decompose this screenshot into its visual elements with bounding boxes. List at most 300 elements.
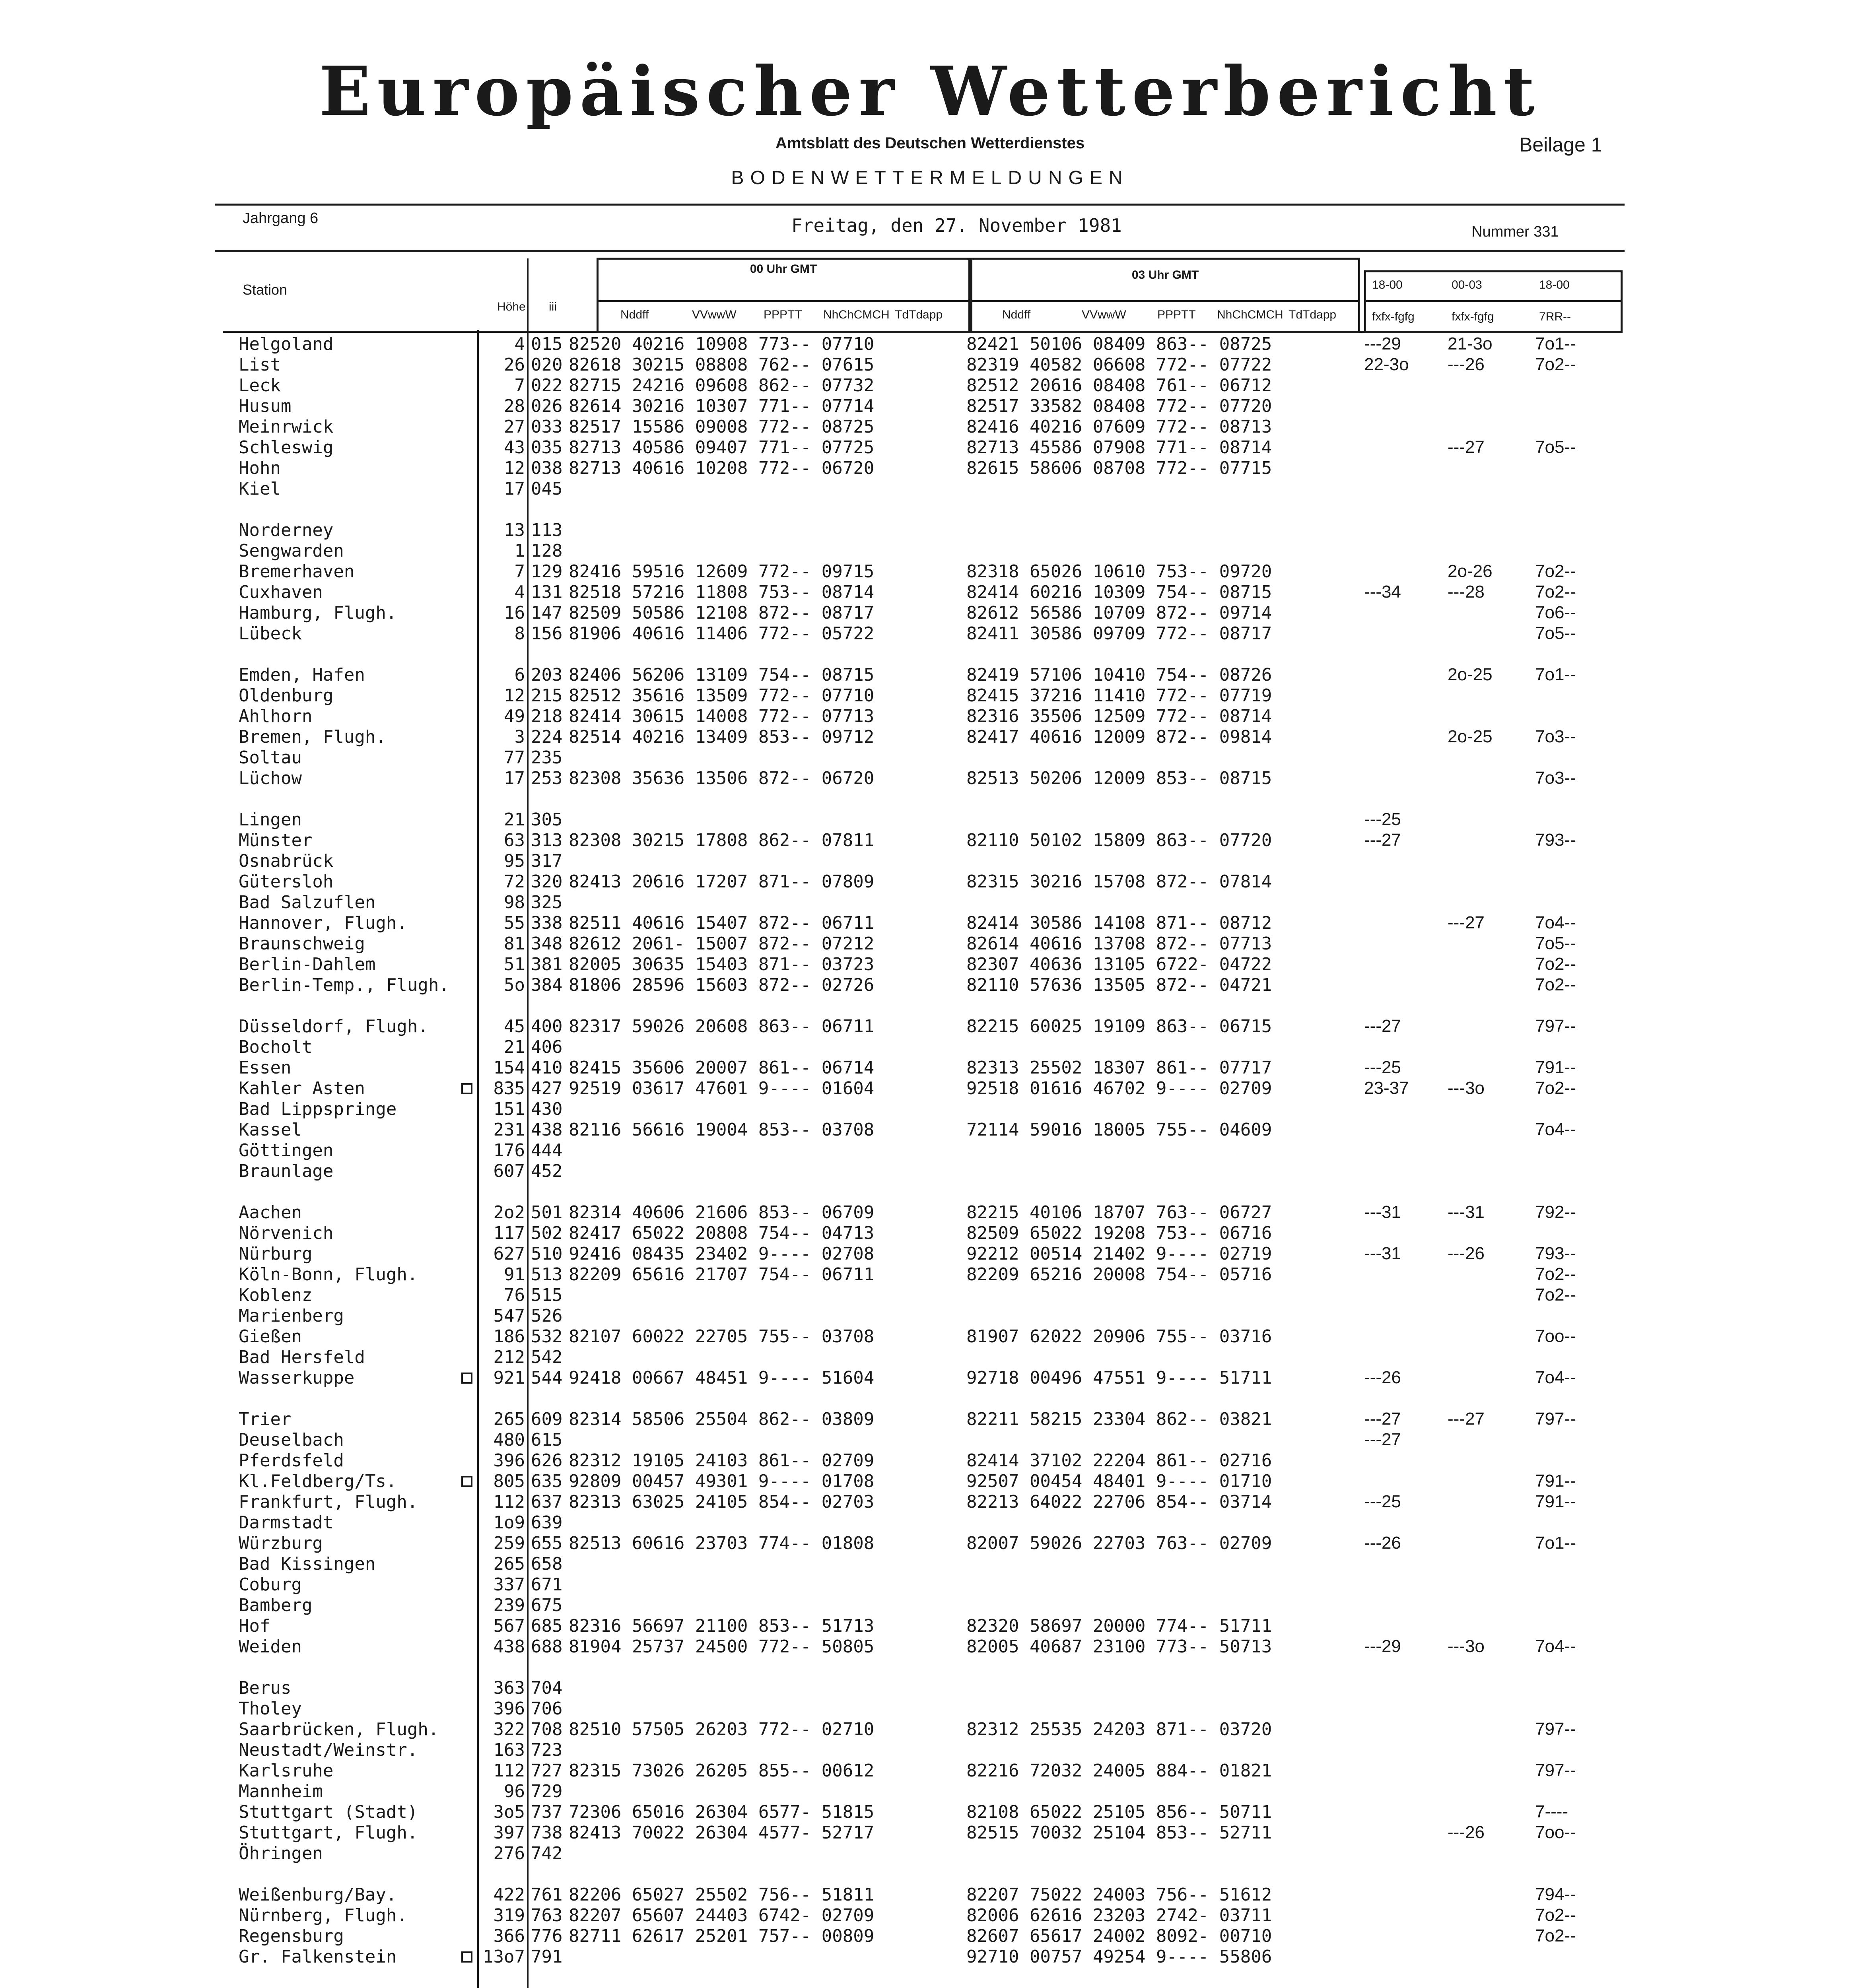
range-7rr: 7o2-- xyxy=(1535,1078,1576,1098)
station-name: Braunlage xyxy=(239,1161,334,1181)
station-name: Köln-Bonn, Flugh. xyxy=(239,1264,418,1285)
station-index: 526 xyxy=(531,1306,563,1326)
obs-03-utc: 92212 00514 21402 9---- 02719 xyxy=(966,1244,1272,1264)
station-height: 13o7 xyxy=(483,1947,525,1967)
station-index: 723 xyxy=(531,1740,563,1760)
station-index: 704 xyxy=(531,1678,563,1698)
station-index: 501 xyxy=(531,1202,563,1223)
station-index: 502 xyxy=(531,1223,563,1243)
station-index: 685 xyxy=(531,1616,563,1636)
obs-00-utc: 82207 65607 24403 6742- 02709 xyxy=(569,1905,875,1926)
station-height: 322 xyxy=(493,1719,525,1740)
station-index: 430 xyxy=(531,1099,563,1119)
station-height: 231 xyxy=(493,1120,525,1140)
range-18-00: ---29 xyxy=(1364,334,1401,353)
beilage-label: Beilage 1 xyxy=(1519,134,1602,156)
station-index: 427 xyxy=(531,1078,563,1099)
station-height: 176 xyxy=(493,1140,525,1161)
range-7rr: 7o4-- xyxy=(1535,1368,1576,1387)
station-name: Kassel xyxy=(239,1120,302,1140)
obs-03-utc: 82419 57106 10410 754-- 08726 xyxy=(966,665,1272,685)
obs-00-utc: 82715 24216 09608 862-- 07732 xyxy=(569,375,875,396)
obs-03-utc: 82110 57636 13505 872-- 04721 xyxy=(966,975,1272,995)
obs-03-utc: 82313 25502 18307 861-- 07717 xyxy=(966,1058,1272,1078)
station-index: 224 xyxy=(531,727,563,747)
right-box-divider xyxy=(1364,300,1623,302)
station-index: 615 xyxy=(531,1430,563,1450)
station-height: 72 xyxy=(504,872,525,892)
range-7rr: 7o2-- xyxy=(1535,954,1576,974)
range-00-03: 2o-26 xyxy=(1448,561,1493,581)
obs-00-utc: 82510 57505 26203 772-- 02710 xyxy=(569,1719,875,1740)
station-height: 4 xyxy=(514,582,525,602)
station-index: 761 xyxy=(531,1885,563,1905)
obs-03-utc: 82614 40616 13708 872-- 07713 xyxy=(966,934,1272,954)
range-7rr: 792-- xyxy=(1535,1202,1576,1222)
station-index: 305 xyxy=(531,810,563,830)
station-name: Pferdsfeld xyxy=(239,1450,344,1471)
obs-03-utc: 82411 30586 09709 772-- 08717 xyxy=(966,623,1272,644)
station-name: Bocholt xyxy=(239,1037,313,1057)
obs-00-utc: 92416 08435 23402 9---- 02708 xyxy=(569,1244,875,1264)
station-index: 313 xyxy=(531,830,563,850)
station-height: 95 xyxy=(504,851,525,871)
range-18-00: ---31 xyxy=(1364,1202,1401,1222)
group03-label: 03 Uhr GMT xyxy=(1131,268,1199,282)
station-height: 2o2 xyxy=(493,1202,525,1223)
obs-03-utc: 82713 45586 07908 771-- 08714 xyxy=(966,437,1272,458)
station-height: 26 xyxy=(504,355,525,375)
station-height: 28 xyxy=(504,396,525,416)
station-name: Bad Kissingen xyxy=(239,1554,376,1574)
station-name: Hannover, Flugh. xyxy=(239,913,407,933)
obs-00-utc: 82005 30635 15403 871-- 03723 xyxy=(569,954,875,975)
station-index: 675 xyxy=(531,1595,563,1615)
obs-03-utc: 82307 40636 13105 6722- 04722 xyxy=(966,954,1272,975)
obs-03-utc: 82207 75022 24003 756-- 51612 xyxy=(966,1885,1272,1905)
station-height: 91 xyxy=(504,1264,525,1285)
range-00-03: ---28 xyxy=(1448,582,1485,602)
station-name: Kahler Asten xyxy=(239,1078,365,1099)
station-name: Husum xyxy=(239,396,292,416)
obs-00-utc: 82314 40606 21606 853-- 06709 xyxy=(569,1202,875,1223)
station-index: 791 xyxy=(531,1947,563,1967)
station-height: 7 xyxy=(514,561,525,582)
obs-00-utc: 92809 00457 49301 9---- 01708 xyxy=(569,1471,875,1491)
obs-00-utc: 82513 60616 23703 774-- 01808 xyxy=(569,1533,875,1553)
subheader-range2-0: fxfx-fgfg xyxy=(1372,310,1415,323)
range-00-03: ---3o xyxy=(1448,1637,1485,1656)
station-index: 156 xyxy=(531,623,563,644)
obs-03-utc: 92718 00496 47551 9---- 51711 xyxy=(966,1368,1272,1388)
obs-00-utc: 82312 19105 24103 861-- 02709 xyxy=(569,1450,875,1471)
range-7rr: 7o2-- xyxy=(1535,1926,1576,1945)
obs-00-utc: 92418 00667 48451 9---- 51604 xyxy=(569,1368,875,1388)
obs-00-utc: 82116 56616 19004 853-- 03708 xyxy=(569,1120,875,1140)
subheader-03-3: NhChCMCH xyxy=(1217,308,1283,321)
station-height: 259 xyxy=(493,1533,525,1553)
obs-00-utc: 82315 73026 26205 855-- 00612 xyxy=(569,1761,875,1781)
obs-00-utc: 82308 30215 17808 862-- 07811 xyxy=(569,830,875,850)
obs-03-utc: 82318 65026 10610 753-- 09720 xyxy=(966,561,1272,582)
obs-00-utc: 82614 30216 10307 771-- 07714 xyxy=(569,396,875,416)
range-18-00: ---27 xyxy=(1364,1409,1401,1429)
obs-03-utc: 82209 65216 20008 754-- 05716 xyxy=(966,1264,1272,1285)
range-00-03: ---31 xyxy=(1448,1202,1485,1222)
station-name: Deuselbach xyxy=(239,1430,344,1450)
page-title: Europäischer Wetterbericht xyxy=(319,52,1541,131)
obs-00-utc: 82713 40616 10208 772-- 06720 xyxy=(569,458,875,478)
station-height: 21 xyxy=(504,810,525,830)
station-index: 706 xyxy=(531,1699,563,1719)
station-height: 422 xyxy=(493,1885,525,1905)
station-index: 038 xyxy=(531,458,563,478)
station-height: 12 xyxy=(504,458,525,478)
station-name: Bad Lippspringe xyxy=(239,1099,397,1119)
obs-00-utc: 82413 70022 26304 4577- 52717 xyxy=(569,1823,875,1843)
station-height: 1 xyxy=(514,541,525,561)
station-index: 444 xyxy=(531,1140,563,1161)
station-height: 117 xyxy=(493,1223,525,1243)
station-name: Oldenburg xyxy=(239,685,334,706)
range-18-00: ---26 xyxy=(1364,1368,1401,1387)
station-index: 776 xyxy=(531,1926,563,1946)
range-7rr: 797-- xyxy=(1535,1409,1576,1429)
hoehe-divider xyxy=(527,258,529,1988)
station-name: Bamberg xyxy=(239,1595,313,1615)
range-00-03: ---26 xyxy=(1448,355,1485,374)
station-height: 17 xyxy=(504,479,525,499)
obs-03-utc: 82515 70032 25104 853-- 52711 xyxy=(966,1823,1272,1843)
station-index: 708 xyxy=(531,1719,563,1740)
station-name: Berlin-Dahlem xyxy=(239,954,376,975)
station-index: 384 xyxy=(531,975,563,995)
station-height: 212 xyxy=(493,1347,525,1367)
range-18-00: ---27 xyxy=(1364,830,1401,850)
range-7rr: 7o5-- xyxy=(1535,934,1576,953)
station-name: Gießen xyxy=(239,1326,302,1347)
obs-00-utc: 82612 2061- 15007 872-- 07212 xyxy=(569,934,875,954)
station-name: Bremen, Flugh. xyxy=(239,727,386,747)
station-name: Koblenz xyxy=(239,1285,313,1305)
obs-03-utc: 82612 56586 10709 872-- 09714 xyxy=(966,603,1272,623)
range-7rr: 797-- xyxy=(1535,1761,1576,1780)
station-height: 397 xyxy=(493,1823,525,1843)
range-00-03: 21-3o xyxy=(1448,334,1493,353)
station-name: Würzburg xyxy=(239,1533,323,1553)
range-18-00: ---29 xyxy=(1364,1637,1401,1656)
subheader-range-1: 00-03 xyxy=(1452,278,1482,291)
station-index: 406 xyxy=(531,1037,563,1057)
station-height: 13 xyxy=(504,520,525,540)
station-name: Karlsruhe xyxy=(239,1761,334,1781)
station-height: 835 xyxy=(493,1078,525,1099)
station-name: Lingen xyxy=(239,810,302,830)
subheader-00-2: PPPTT xyxy=(764,308,802,321)
station-height: 81 xyxy=(504,934,525,954)
station-index: 688 xyxy=(531,1637,563,1657)
station-name: Öhringen xyxy=(239,1843,323,1864)
range-18-00: ---25 xyxy=(1364,810,1401,829)
station-height: 112 xyxy=(493,1761,525,1781)
station-name: Neustadt/Weinstr. xyxy=(239,1740,418,1760)
station-index: 609 xyxy=(531,1409,563,1429)
station-index: 742 xyxy=(531,1843,563,1864)
obs-03-utc: 82512 20616 08408 761-- 06712 xyxy=(966,375,1272,396)
obs-03-utc: 82316 35506 12509 772-- 08714 xyxy=(966,706,1272,726)
station-index: 147 xyxy=(531,603,563,623)
range-7rr: 793-- xyxy=(1535,830,1576,850)
obs-00-utc: 82209 65616 21707 754-- 06711 xyxy=(569,1264,875,1285)
range-7rr: 791-- xyxy=(1535,1058,1576,1077)
station-name: Weißenburg/Bay. xyxy=(239,1885,397,1905)
station-index: 045 xyxy=(531,479,563,499)
station-index: 113 xyxy=(531,520,563,540)
station-height: 6 xyxy=(514,665,525,685)
station-name: Marienberg xyxy=(239,1306,344,1326)
station-index: 515 xyxy=(531,1285,563,1305)
station-name: Darmstadt xyxy=(239,1512,334,1533)
station-name: Aachen xyxy=(239,1202,302,1223)
station-index: 348 xyxy=(531,934,563,954)
range-00-03: ---26 xyxy=(1448,1823,1485,1842)
subheader-03-4: TdTdapp xyxy=(1289,308,1337,321)
station-name: Hohn xyxy=(239,458,281,478)
station-index: 218 xyxy=(531,706,563,726)
nummer-label: Nummer 331 xyxy=(1471,223,1559,240)
station-name: Regensburg xyxy=(239,1926,344,1946)
obs-00-utc: 82107 60022 22705 755-- 03708 xyxy=(569,1326,875,1347)
range-18-00: ---34 xyxy=(1364,582,1401,602)
obs-03-utc: 81907 62022 20906 755-- 03716 xyxy=(966,1326,1272,1347)
station-index: 381 xyxy=(531,954,563,975)
obs-00-utc: 81806 28596 15603 872-- 02726 xyxy=(569,975,875,995)
station-height: 265 xyxy=(493,1409,525,1429)
station-height: 239 xyxy=(493,1595,525,1615)
obs-03-utc: 82215 40106 18707 763-- 06727 xyxy=(966,1202,1272,1223)
station-name: Berus xyxy=(239,1678,292,1698)
station-height: 3o5 xyxy=(493,1802,525,1822)
station-name: Bad Hersfeld xyxy=(239,1347,365,1367)
obs-00-utc: 82509 50586 12108 872-- 08717 xyxy=(569,603,875,623)
station-name: Lüchow xyxy=(239,768,302,788)
station-name: Cuxhaven xyxy=(239,582,323,602)
mountain-station-marker xyxy=(461,1083,472,1094)
station-height: 17 xyxy=(504,768,525,788)
station-height: 27 xyxy=(504,417,525,437)
station-height: 49 xyxy=(504,706,525,726)
range-7rr: 7o1-- xyxy=(1535,665,1576,684)
station-index: 438 xyxy=(531,1120,563,1140)
range-7rr: 7o1-- xyxy=(1535,1533,1576,1553)
range-00-03: 2o-25 xyxy=(1448,665,1493,684)
range-00-03: ---27 xyxy=(1448,1409,1485,1429)
jahrgang-label: Jahrgang 6 xyxy=(243,210,319,227)
station-name: Meinrwick xyxy=(239,417,334,437)
station-name: Mannheim xyxy=(239,1781,323,1802)
station-height: 480 xyxy=(493,1430,525,1450)
obs-00-utc: 82415 35606 20007 861-- 06714 xyxy=(569,1058,875,1078)
station-name: Kiel xyxy=(239,479,281,499)
section-title: BODENWETTERMELDUNGEN xyxy=(731,167,1129,188)
station-height: 163 xyxy=(493,1740,525,1760)
station-name: Hof xyxy=(239,1616,270,1636)
range-7rr: 7o2-- xyxy=(1535,1905,1576,1925)
station-height: 12 xyxy=(504,685,525,706)
station-index: 513 xyxy=(531,1264,563,1285)
obs-03-utc: 92507 00454 48401 9---- 01710 xyxy=(966,1471,1272,1491)
station-name: Stuttgart (Stadt) xyxy=(239,1802,418,1822)
range-7rr: 793-- xyxy=(1535,1244,1576,1263)
obs-00-utc: 82316 56697 21100 853-- 51713 xyxy=(569,1616,875,1636)
range-7rr: 7o2-- xyxy=(1535,355,1576,374)
obs-03-utc: 82414 30586 14108 871-- 08712 xyxy=(966,913,1272,933)
group00-label: 00 Uhr GMT xyxy=(750,262,817,276)
station-index: 320 xyxy=(531,872,563,892)
station-index: 026 xyxy=(531,396,563,416)
range-7rr: 7o1-- xyxy=(1535,334,1576,353)
station-height: 3 xyxy=(514,727,525,747)
obs-03-utc: 82421 50106 08409 863-- 08725 xyxy=(966,334,1272,354)
station-height: 7 xyxy=(514,375,525,396)
station-index: 532 xyxy=(531,1326,563,1347)
range-18-00: ---26 xyxy=(1364,1533,1401,1553)
station-index: 626 xyxy=(531,1450,563,1471)
station-height: 63 xyxy=(504,830,525,850)
station-height: 151 xyxy=(493,1099,525,1119)
obs-00-utc: 82317 59026 20608 863-- 06711 xyxy=(569,1016,875,1037)
station-name: Weiden xyxy=(239,1637,302,1657)
obs-00-utc: 82514 40216 13409 853-- 09712 xyxy=(569,727,875,747)
range-7rr: 7o2-- xyxy=(1535,1264,1576,1284)
range-18-00: ---27 xyxy=(1364,1016,1401,1036)
obs-03-utc: 92710 00757 49254 9---- 55806 xyxy=(966,1947,1272,1967)
station-height: 396 xyxy=(493,1699,525,1719)
obs-03-utc: 82319 40582 06608 772-- 07722 xyxy=(966,355,1272,375)
station-index: 400 xyxy=(531,1016,563,1037)
station-index: 727 xyxy=(531,1761,563,1781)
subheader-00-4: TdTdapp xyxy=(895,308,943,321)
station-name: Nörvenich xyxy=(239,1223,334,1243)
station-index: 253 xyxy=(531,768,563,788)
obs-03-utc: 82607 65617 24002 8092- 00710 xyxy=(966,1926,1272,1946)
mountain-station-marker xyxy=(461,1373,472,1384)
subheader-range-0: 18-00 xyxy=(1372,278,1403,291)
subheader-00-3: NhChCMCH xyxy=(823,308,890,321)
station-index: 129 xyxy=(531,561,563,582)
station-index: 637 xyxy=(531,1492,563,1512)
station-name: Stuttgart, Flugh. xyxy=(239,1823,418,1843)
range-7rr: 7o3-- xyxy=(1535,768,1576,788)
obs-03-utc: 82414 37102 22204 861-- 02716 xyxy=(966,1450,1272,1471)
station-name: Göttingen xyxy=(239,1140,334,1161)
header-rule-top xyxy=(215,204,1625,206)
station-name: Osnabrück xyxy=(239,851,334,871)
obs-00-utc: 82417 65022 20808 754-- 04713 xyxy=(569,1223,875,1243)
station-name: Bad Salzuflen xyxy=(239,892,376,912)
obs-03-utc: 82320 58697 20000 774-- 51711 xyxy=(966,1616,1272,1636)
station-name: Frankfurt, Flugh. xyxy=(239,1492,418,1512)
range-7rr: 794-- xyxy=(1535,1885,1576,1904)
range-7rr: 7o4-- xyxy=(1535,1120,1576,1139)
date-label: Freitag, den 27. November 1981 xyxy=(791,215,1122,236)
obs-03-utc: 82416 40216 07609 772-- 08713 xyxy=(966,417,1272,437)
station-index: 542 xyxy=(531,1347,563,1367)
obs-03-utc: 82005 40687 23100 773-- 50713 xyxy=(966,1637,1272,1657)
subheader-range-2: 18-00 xyxy=(1539,278,1570,291)
obs-00-utc: 72306 65016 26304 6577- 51815 xyxy=(569,1802,875,1822)
station-name: Braunschweig xyxy=(239,934,365,954)
range-00-03: 2o-25 xyxy=(1448,727,1493,746)
station-height: 319 xyxy=(493,1905,525,1926)
station-index: 738 xyxy=(531,1823,563,1843)
station-name: Norderney xyxy=(239,520,334,540)
station-index: 128 xyxy=(531,541,563,561)
range-00-03: ---27 xyxy=(1448,437,1485,457)
range-18-00: ---25 xyxy=(1364,1058,1401,1077)
station-index: 215 xyxy=(531,685,563,706)
obs-00-utc: 82511 40616 15407 872-- 06711 xyxy=(569,913,875,933)
station-name: Saarbrücken, Flugh. xyxy=(239,1719,439,1740)
range-7rr: 7o2-- xyxy=(1535,1285,1576,1305)
station-name: Hamburg, Flugh. xyxy=(239,603,397,623)
station-name: Coburg xyxy=(239,1574,302,1595)
obs-03-utc: 82108 65022 25105 856-- 50711 xyxy=(966,1802,1272,1822)
station-height: 363 xyxy=(493,1678,525,1698)
station-name: Helgoland xyxy=(239,334,334,354)
station-height: 76 xyxy=(504,1285,525,1305)
range-7rr: 7o2-- xyxy=(1535,561,1576,581)
obs-00-utc: 82517 15586 09008 772-- 08725 xyxy=(569,417,875,437)
obs-03-utc: 82517 33582 08408 772-- 07720 xyxy=(966,396,1272,416)
obs-03-utc: 92518 01616 46702 9---- 02709 xyxy=(966,1078,1272,1099)
station-index: 671 xyxy=(531,1574,563,1595)
station-name: Lübeck xyxy=(239,623,302,644)
station-index: 658 xyxy=(531,1554,563,1574)
obs-03-utc: 82110 50102 15809 863-- 07720 xyxy=(966,830,1272,850)
station-header: Station xyxy=(243,282,288,298)
subheader-00-1: VVwwW xyxy=(692,308,737,321)
range-18-00: ---27 xyxy=(1364,1430,1401,1449)
range-7rr: 7o4-- xyxy=(1535,1637,1576,1656)
station-height: 1o9 xyxy=(493,1512,525,1533)
station-height: 96 xyxy=(504,1781,525,1802)
station-name: Berlin-Temp., Flugh. xyxy=(239,975,449,995)
station-name: Gütersloh xyxy=(239,872,334,892)
station-height: 396 xyxy=(493,1450,525,1471)
station-index: 033 xyxy=(531,417,563,437)
range-7rr: 7o2-- xyxy=(1535,975,1576,994)
station-height: 5o xyxy=(504,975,525,995)
station-height: 627 xyxy=(493,1244,525,1264)
obs-00-utc: 82618 30215 08808 762-- 07615 xyxy=(569,355,875,375)
obs-03-utc: 82213 64022 22706 854-- 03714 xyxy=(966,1492,1272,1512)
station-height: 567 xyxy=(493,1616,525,1636)
station-index: 015 xyxy=(531,334,563,354)
station-index: 325 xyxy=(531,892,563,912)
obs-03-utc: 82509 65022 19208 753-- 06716 xyxy=(966,1223,1272,1243)
range-7rr: 7oo-- xyxy=(1535,1326,1576,1346)
iii-header: iii xyxy=(549,300,557,313)
station-name: Gr. Falkenstein xyxy=(239,1947,397,1967)
station-height: 805 xyxy=(493,1471,525,1491)
hoehe-header: Höhe xyxy=(497,300,526,313)
range-00-03: ---27 xyxy=(1448,913,1485,932)
station-height: 51 xyxy=(504,954,525,975)
range-18-00: 23-37 xyxy=(1364,1078,1409,1098)
station-name: Nürburg xyxy=(239,1244,313,1264)
range-7rr: 7o2-- xyxy=(1535,582,1576,602)
